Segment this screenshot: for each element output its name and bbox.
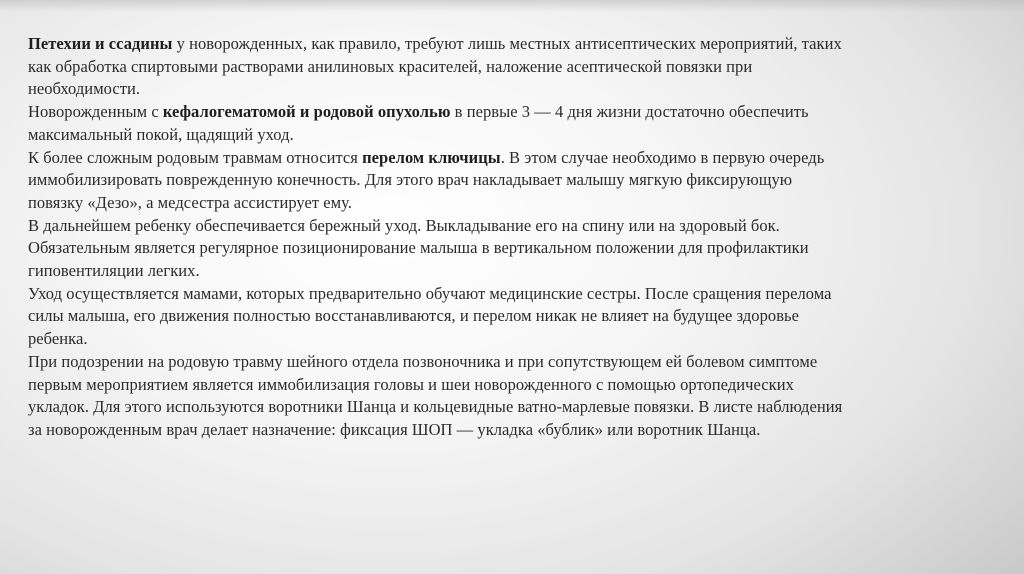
paragraph-care (28, 215, 988, 283)
line: силы малыша, его движения полностью восстанавливаются, и перелом никак не влияет на будущее здоровье (28, 306, 799, 326)
text-run: . В этом случае необходимо в первую очередь (500, 147, 825, 167)
line: ребенка. (28, 329, 88, 349)
paragraph-recovery (28, 283, 988, 351)
line: первым мероприятием является иммобилизация головы и шеи новорожденного с помощью ортопедических (28, 374, 794, 394)
slide-body-text (28, 33, 988, 442)
paragraph-petechiae (28, 33, 988, 101)
paragraph-clavicle-fracture (28, 147, 988, 215)
top-decorative-band (0, 0, 1024, 12)
line: Уход осуществляется мамами, которых предварительно обучают медицинские сестры. После сращения перелома (28, 283, 832, 303)
text-run: К более сложным родовым травмам относится (28, 147, 363, 167)
line: за новорожденным врач делает назначение: фиксация ШОП — укладка «бублик» или воротник Шанца. (28, 419, 761, 439)
line: как обработка спиртовыми растворами анилиновых красителей, наложение асептической повязки при (28, 56, 753, 76)
line: необходимости. (28, 79, 141, 99)
text-run: Новорожденным с (28, 102, 163, 122)
bold-term: перелом ключицы (362, 147, 501, 167)
line: Обязательным является регулярное позиционирование малыша в вертикальном положении для профилактики (28, 238, 809, 258)
text-run: в первые 3 — 4 дня жизни достаточно обеспечить (450, 102, 809, 122)
line: повязку «Дезо», а медсестра ассистирует ему. (28, 192, 352, 212)
line: укладок. Для этого используются воротники Шанца и кольцевидные ватно-марлевые повязки. В листе наблюдения (28, 397, 843, 417)
line: При подозрении на родовую травму шейного отдела позвоночника и при сопутствующем ей болевом симптоме (28, 351, 818, 371)
line: В дальнейшем ребенку обеспечивается бережный уход. Выкладывание его на спину или на здоровый бок. (28, 215, 780, 235)
line: максимальный покой, щадящий уход. (28, 124, 294, 144)
bold-term: Петехии и ссадины (28, 34, 173, 53)
line (28, 33, 988, 56)
line (28, 101, 988, 124)
paragraph-cephalohematoma (28, 101, 988, 146)
line: иммобилизировать поврежденную конечность. Для этого врач накладывает малышу мягкую фиксирующую (28, 170, 793, 190)
bold-term: кефалогематомой и родовой опухолью (162, 102, 451, 122)
paragraph-cervical-spine (28, 351, 988, 442)
line (28, 147, 988, 170)
line: гиповентиляции легких. (28, 261, 200, 281)
text-run: у новорожденных, как правило, требуют лишь местных антисептических мероприятий, таких (172, 34, 842, 53)
